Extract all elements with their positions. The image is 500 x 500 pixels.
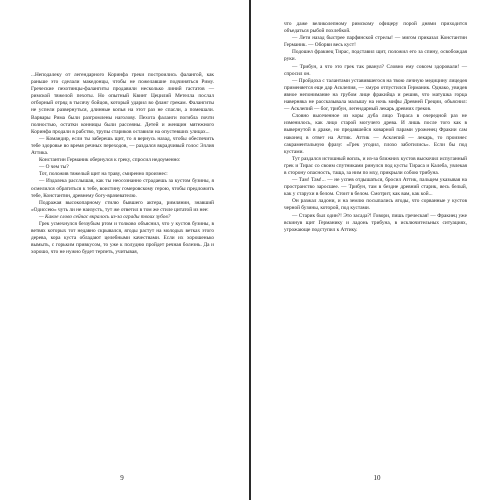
paragraph: Он разжал ладони, и на землю посыпались ягоды, что сорванные у кустов черной бузины, которой, под кустами. <box>284 198 467 212</box>
paragraph: — Лети назад быстрее парфянской стрелы! — мигом приказал Константин Германик. — Оборви весь куст! <box>284 35 467 49</box>
right-page-text <box>284 21 467 234</box>
paragraph: — Издалека расслышав, как ты неосознанно страдаешь за кустом бузины, я осмелился обратиться к тебе, воистину гомеровскому герою, чтобы предложить тебе, Константин, древнему богу-врачевателю. <box>31 178 214 199</box>
paragraph: — О чем ты? <box>39 164 69 171</box>
left-page <box>0 0 249 500</box>
paragraph: — Пройдоха с талантами уставившегося на твою личную медицину лицедея применяется еще дар Асклепия, — хмуро отпустился Германик. Однако, увидев явное непонимание на грубом лице фракийца и решив, что матушка горца наверняка не рассказывала малышу на ночь мифы Древней Греции, объяснил: — Асклепий — бог, трибун, легендарный лекарь древних греков. <box>284 77 467 113</box>
page-number: 9 <box>120 474 124 482</box>
quote-paragraph: — Какое слово сейчас вкралось из-за ограды твоих зубов? <box>39 213 171 220</box>
paragraph: Тут раздался истошный вопль, и из-за ближних кустов выскочил испуганный грек и Тирас со своим спутниками ринулся под кусты Тираса и Калеба, увлекая в сторону опасность, таща, за ним по мху, прикрыли собою трибуна. <box>284 155 467 176</box>
paragraph: Словно высеченное из коры дуба лицо Тираса в очередной раз не изменилось, как лицо старой могучего древа. И лишь после того как в вывернутой в драке, но предавшейся коварной парами уроженец Фракии сам наконец в ответ на Аттик. Аттик — Асклепий — лекарь, то произнес сакраментальную фразу: «Грек угодил, плохо заботились». Если бы под кустами. <box>284 113 467 155</box>
left-page-text <box>31 72 214 256</box>
paragraph: — Командир, если ты заберешь щит, то я вернусь назад, чтобы обеспечить тебе здоровье во время речных переходов, — раздался вкрадчивый голос Эллия Аттика. <box>31 135 214 157</box>
paragraph: — Трибун, а что это грек так рванул? Словно ему совсем здоровали! — спросил он. <box>284 63 467 77</box>
page-number: 10 <box>373 474 381 482</box>
paragraph: — Старик был один?! Это засада?! Говори, пишь греческая! — Фракиец уже вскинув щит Германику и ладонь трибуна, в исключительных ситуациях, угрожающе подступил к Аттику. <box>284 212 467 233</box>
paragraph: Грек усмехнулся беззубым ртом и толково объяснил, что у кустов бузины, в ветвях которых тот недавно скрывался, ягоды растут на молодых ветках этого дерева, кора куста обладают целебными качествами. Если их хорошенько вымыть, с горьким привкусом, то уже к полудню пройдет речная болезнь. Да и хорошо, что не нужно будет терпеть, учитывая, <box>31 220 214 256</box>
paragraph: ...Неподалеку от легендарного Коринфа греки построились фалангой, как раньше это сделали македонцы, чтобы не пожелавшие подчиняться Риму. Греческие пехотинцы-фалангиты продавили несколько линий гастатов — римской тяжелой пехоты. Но опытный Квинт Цецилий Метелла послал отборный отряд в тысячу бойцов, который ударил во фланг грекам. Фалангиты не успели развернуться, длинные копья на этот раз не спасли, а помешали. Варвары Рима были разгромлены наголову. Пехота фаланги погибла почти полностью, остатки конницы были рассеяны. Детей и женщин мятежного Коринфа продали в рабство, трупы стариков оставили на опустевших улицах... <box>31 72 214 135</box>
paragraph: — Там! Там!... — не успев отдышаться, бросил Аттик, пальцем указывая на пространство заросшее. — Трибун, там в бездне древний старик, весь белый, как у старухи в белом. Стоит в белом. Смотрит, как вам, как кой... <box>284 177 467 198</box>
right-page <box>251 0 500 500</box>
paragraph: Подражая высокопарному стилю бывшего актера, римлянин, знавший «Одиссею» чуть ли не наизусть, тут же ответил в том же стиле цитатой из нее: <box>31 199 214 213</box>
paragraph: Тот, положив тяжелый щит на траву, смиренно произнес: <box>39 171 168 178</box>
paragraph: Подошел фракиец Тирас, подставил щит, положил его за спину, освобождая руки. <box>284 49 467 63</box>
paragraph: Константин Германик обернулся к греку, спросил недоуменно: <box>39 157 181 164</box>
paragraph: что даже великолепному римскому офицеру порой днями приходится объедаться рыбой похлебкой. <box>284 21 467 35</box>
